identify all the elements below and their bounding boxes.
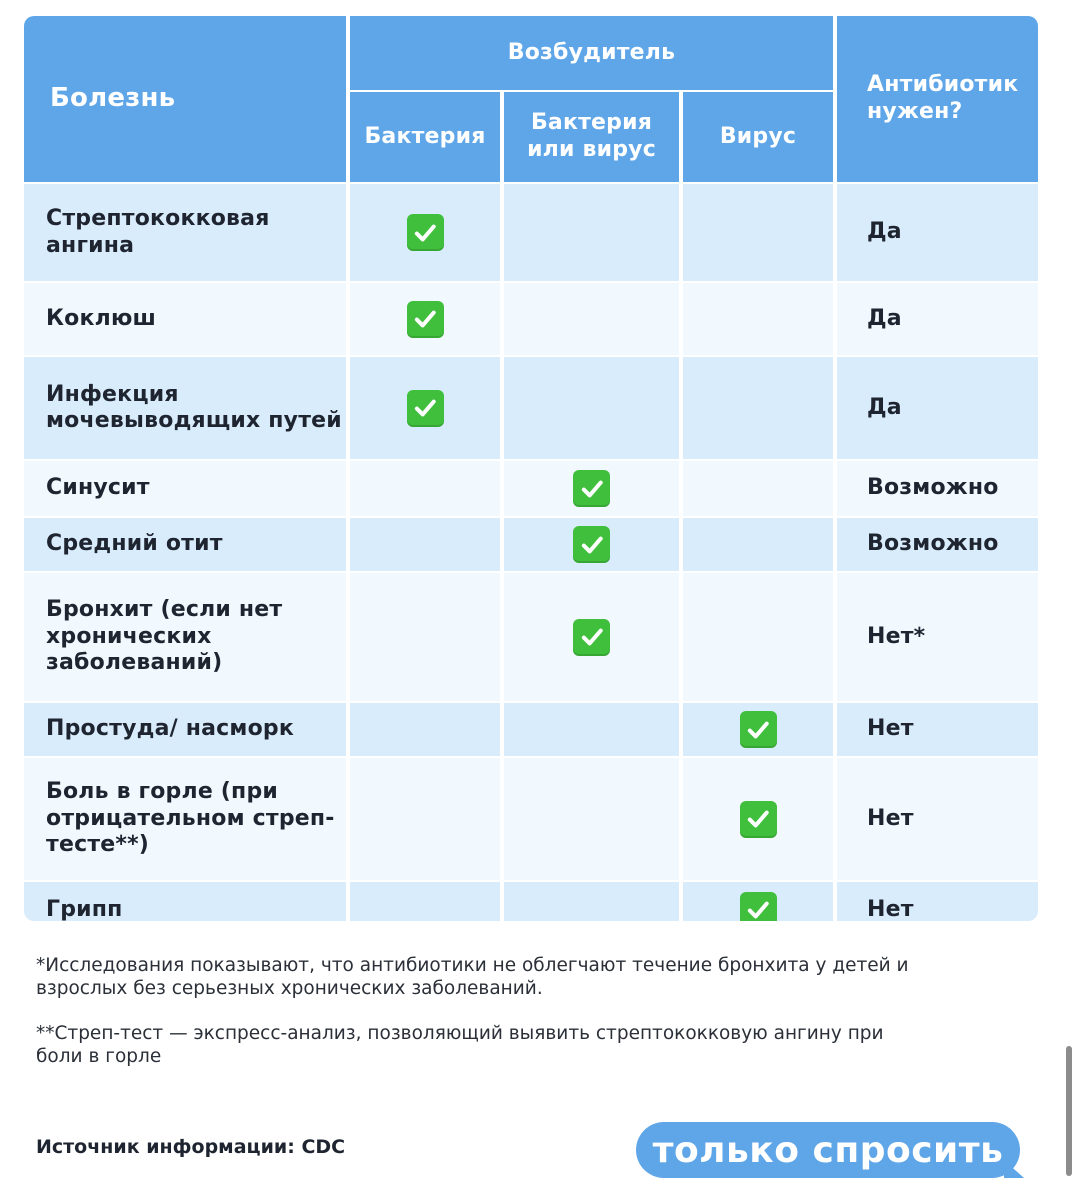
check-mark-icon	[573, 619, 610, 656]
antibiotic-answer: Возможно	[837, 461, 1038, 516]
disease-name: Грипп	[24, 882, 346, 921]
antibiotic-answer: Нет	[837, 703, 1038, 756]
pathogen-cell	[350, 703, 500, 756]
disease-name: Простуда/ насморк	[24, 703, 346, 756]
disease-name: Боль в горле (при отрицательном стреп-тесте**)	[24, 758, 346, 880]
pathogen-cell	[350, 357, 500, 459]
pathogen-cell	[683, 882, 833, 921]
disease-name: Средний отит	[24, 518, 346, 571]
disease-name: Синусит	[24, 461, 346, 516]
pathogen-cell	[504, 573, 679, 701]
antibiotics-table	[24, 16, 1038, 921]
disease-name: Инфекция мочевыводящих путей	[24, 357, 346, 459]
header-antibiotic-needed: Антибиотик нужен?	[837, 16, 1038, 182]
header-virus: Вирус	[683, 92, 833, 182]
footnote-strep-test: **Стреп-тест — экспресс-анализ, позволяющий выявить стрептококковую ангину при боли в горле	[36, 1023, 884, 1067]
check-mark-icon	[740, 711, 777, 748]
check-mark-icon	[740, 892, 777, 922]
pathogen-cell	[504, 758, 679, 880]
pathogen-cell	[504, 461, 679, 516]
footnotes	[36, 954, 936, 1090]
header-pathogen: Возбудитель	[350, 16, 833, 90]
pathogen-cell	[683, 703, 833, 756]
pathogen-cell	[350, 461, 500, 516]
pathogen-cell	[504, 357, 679, 459]
antibiotic-answer: Нет	[837, 882, 1038, 921]
pathogen-cell	[683, 184, 833, 281]
brand-logo: только спросить	[636, 1122, 1020, 1178]
check-mark-icon	[407, 301, 444, 338]
disease-name: Стрептококковая ангина	[24, 184, 346, 281]
pathogen-cell	[683, 357, 833, 459]
antibiotic-answer: Да	[837, 357, 1038, 459]
antibiotic-answer: Да	[837, 184, 1038, 281]
pathogen-cell	[350, 758, 500, 880]
pathogen-cell	[350, 184, 500, 281]
pathogen-cell	[504, 882, 679, 921]
scrollbar[interactable]	[1066, 1046, 1072, 1176]
pathogen-cell	[683, 758, 833, 880]
pathogen-cell	[504, 184, 679, 281]
check-mark-icon	[407, 214, 444, 251]
check-mark-icon	[573, 470, 610, 507]
header-bacteria-or-virus: Бактерия или вирус	[504, 92, 679, 182]
pathogen-cell	[504, 518, 679, 571]
pathogen-cell	[683, 461, 833, 516]
brand-logo-tail	[1004, 1160, 1024, 1178]
disease-name: Коклюш	[24, 283, 346, 355]
antibiotic-answer: Нет*	[837, 573, 1038, 701]
pathogen-cell	[350, 283, 500, 355]
antibiotic-answer: Да	[837, 283, 1038, 355]
pathogen-cell	[683, 518, 833, 571]
check-mark-icon	[740, 801, 777, 838]
pathogen-cell	[350, 882, 500, 921]
antibiotic-answer: Нет	[837, 758, 1038, 880]
pathogen-cell	[683, 283, 833, 355]
source-label: Источник информации: CDC	[36, 1136, 346, 1158]
check-mark-icon	[407, 390, 444, 427]
pathogen-cell	[504, 283, 679, 355]
header-disease: Болезнь	[24, 16, 346, 182]
pathogen-cell	[504, 703, 679, 756]
antibiotic-answer: Возможно	[837, 518, 1038, 571]
pathogen-cell	[683, 573, 833, 701]
footnote-bronchitis: *Исследования показывают, что антибиотики не облегчают течение бронхита у детей и взрослых без серьезных хронических заболеваний.	[36, 955, 909, 999]
header-bacteria: Бактерия	[350, 92, 500, 182]
check-mark-icon	[573, 526, 610, 563]
pathogen-cell	[350, 573, 500, 701]
pathogen-cell	[350, 518, 500, 571]
disease-name: Бронхит (если нет хронических заболеваний)	[24, 573, 346, 701]
